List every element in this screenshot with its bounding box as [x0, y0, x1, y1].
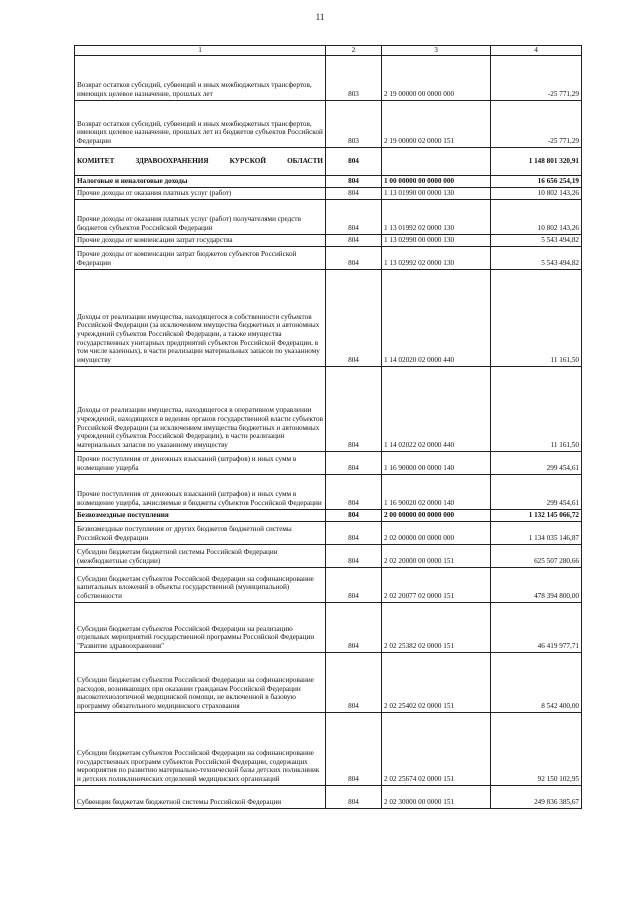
row-kbk-code: 2 02 30000 00 0000 151 — [382, 785, 491, 808]
row-amount: 625 507 280,66 — [491, 544, 582, 567]
row-kbk-code: 1 14 02020 02 0000 440 — [382, 269, 491, 366]
row-kbk-code: 1 13 02990 00 0000 130 — [382, 234, 491, 246]
row-kbk-code: 2 02 25382 02 0000 151 — [382, 602, 491, 652]
row-name: Доходы от реализации имущества, находящегося в оперативном управлении учреждений, находящихся в ведении органов государственной власти субъектов Российской Федерации (за исключением имущества бюджетных и автономных учреждений субъектов Российской Федерации), в части реализации материальных запасов по указанному имуществу — [75, 366, 326, 451]
row-amount: 8 542 400,00 — [491, 652, 582, 712]
row-kbk-code: 1 13 02992 02 0000 130 — [382, 246, 491, 269]
row-name: Прочие доходы от компенсации затрат бюджетов субъектов Российской Федерации — [75, 246, 326, 269]
row-kbk-code: 2 19 00000 00 0000 000 — [382, 55, 491, 100]
row-code: 804 — [326, 147, 382, 175]
row-code: 804 — [326, 544, 382, 567]
row-amount: 1 132 145 066,72 — [491, 509, 582, 521]
table-row — [75, 246, 582, 269]
row-name: Возврат остатков субсидий, субвенций и иных межбюджетных трансфертов, имеющих целевое назначение, прошлых лет — [75, 55, 326, 100]
row-name: Доходы от реализации имущества, находящегося в собственности субъектов Российской Федерации (за исключением имущества бюджетных и автономных учреждений субъектов Российской Федерации, а также имущества государственных унитарных предприятий субъектов Российской Федерации, в том числе казенных), в части реализации материальных запасов по указанному имуществу — [75, 269, 326, 366]
row-code: 804 — [326, 175, 382, 187]
row-name: Налоговые и неналоговые доходы — [75, 175, 326, 187]
row-name: Прочие поступления от денежных взысканий (штрафов) и иных сумм в возмещение ущерба, зачисляемые в бюджеты субъектов Российской Федерации — [75, 474, 326, 509]
row-code: 804 — [326, 199, 382, 234]
table-row — [75, 509, 582, 521]
column-header: 4 — [491, 46, 582, 56]
column-header: 3 — [382, 46, 491, 56]
table-row — [75, 234, 582, 246]
row-name: Субсидии бюджетам субъектов Российской Федерации на реализацию отдельных мероприятий государственной программы Российской Федерации "Развитие здравоохранения" — [75, 602, 326, 652]
row-kbk-code: 1 00 00000 00 0000 000 — [382, 175, 491, 187]
row-code: 804 — [326, 269, 382, 366]
row-kbk-code: 2 02 25674 02 0000 151 — [382, 712, 491, 785]
row-kbk-code: 2 02 00000 00 0000 000 — [382, 521, 491, 544]
table-row — [75, 602, 582, 652]
table-row — [75, 187, 582, 199]
row-code: 804 — [326, 187, 382, 199]
row-name: Субсидии бюджетам субъектов Российской Федерации на софинансирование капитальных вложений в объекты государственной (муниципальной) собственности — [75, 567, 326, 602]
row-amount: 478 394 800,00 — [491, 567, 582, 602]
page-number: 11 — [315, 12, 325, 22]
row-kbk-code: 2 02 25402 02 0000 151 — [382, 652, 491, 712]
column-number-row — [75, 46, 582, 56]
row-kbk-code: 2 19 00000 02 0000 151 — [382, 100, 491, 147]
row-amount: 1 148 801 320,91 — [491, 147, 582, 175]
row-amount: 249 836 385,67 — [491, 785, 582, 808]
row-amount: 299 454,61 — [491, 474, 582, 509]
row-amount: 1 134 035 146,87 — [491, 521, 582, 544]
table-row — [75, 785, 582, 808]
table-row — [75, 100, 582, 147]
table-row — [75, 199, 582, 234]
row-kbk-code: 2 02 20000 00 0000 151 — [382, 544, 491, 567]
row-kbk-code: 1 14 02022 02 0000 440 — [382, 366, 491, 451]
row-code: 803 — [326, 100, 382, 147]
row-code: 804 — [326, 712, 382, 785]
row-name: Безвозмездные поступления — [75, 509, 326, 521]
table-row — [75, 474, 582, 509]
row-code: 804 — [326, 652, 382, 712]
table-row — [75, 366, 582, 451]
row-name: Безвозмездные поступления от других бюджетов бюджетной системы Российской Федерации — [75, 521, 326, 544]
row-code: 804 — [326, 785, 382, 808]
column-header: 1 — [75, 46, 326, 56]
row-name: Субвенции бюджетам бюджетной системы Российской Федерации — [75, 785, 326, 808]
row-kbk-code — [382, 147, 491, 175]
row-kbk-code: 1 16 90000 00 0000 140 — [382, 451, 491, 474]
row-amount: 92 150 102,95 — [491, 712, 582, 785]
table-row — [75, 451, 582, 474]
table-row — [75, 567, 582, 602]
column-header: 2 — [326, 46, 382, 56]
table-row — [75, 521, 582, 544]
row-code: 804 — [326, 234, 382, 246]
row-name: Прочие доходы от оказания платных услуг (работ) — [75, 187, 326, 199]
row-kbk-code: 1 13 01990 00 0000 130 — [382, 187, 491, 199]
row-name: Прочие доходы от компенсации затрат государства — [75, 234, 326, 246]
table-row — [75, 544, 582, 567]
row-amount: 10 802 143,26 — [491, 187, 582, 199]
table-body — [75, 55, 582, 808]
row-name: Возврат остатков субсидий, субвенций и иных межбюджетных трансфертов, имеющих целевое назначение, прошлых лет из бюджетов субъектов Российской Федерации — [75, 100, 326, 147]
row-name: Субсидии бюджетам субъектов Российской Федерации на софинансирование государственных программ субъектов Российской Федерации, содержащих мероприятия по развитию материально-технической базы детских поликлиник и детских поликлинических отделений медицинских организаций — [75, 712, 326, 785]
row-amount: 46 419 977,71 — [491, 602, 582, 652]
row-amount: 5 543 494,82 — [491, 234, 582, 246]
table-row — [75, 175, 582, 187]
row-code: 804 — [326, 474, 382, 509]
row-code: 803 — [326, 55, 382, 100]
row-amount: 5 543 494,82 — [491, 246, 582, 269]
table-row — [75, 147, 582, 175]
row-amount: 11 161,50 — [491, 269, 582, 366]
row-name: КОМИТЕТ ЗДРАВООХРАНЕНИЯ КУРСКОЙ ОБЛАСТИ — [75, 147, 326, 175]
revenue-table — [74, 45, 582, 809]
row-amount: 11 161,50 — [491, 366, 582, 451]
row-kbk-code: 1 13 01992 02 0000 130 — [382, 199, 491, 234]
row-name: Прочие поступления от денежных взысканий (штрафов) и иных сумм в возмещение ущерба — [75, 451, 326, 474]
table-row — [75, 712, 582, 785]
row-code: 804 — [326, 509, 382, 521]
row-name: Прочие доходы от оказания платных услуг (работ) получателями средств бюджетов субъектов Российской Федерации — [75, 199, 326, 234]
row-name: Субсидии бюджетам бюджетной системы Российской Федерации (межбюджетные субсидии) — [75, 544, 326, 567]
row-kbk-code: 2 02 20077 02 0000 151 — [382, 567, 491, 602]
row-name: Субсидии бюджетам субъектов Российской Федерации на софинансирование расходов, возникающих при оказании гражданам Российской Федерации высокотехнологичной медицинской помощи, не включенной в базовую программу обязательного медицинского страхования — [75, 652, 326, 712]
row-code: 804 — [326, 521, 382, 544]
row-amount: -25 771,29 — [491, 55, 582, 100]
row-amount: 10 802 143,26 — [491, 199, 582, 234]
table-row — [75, 652, 582, 712]
row-code: 804 — [326, 602, 382, 652]
row-code: 804 — [326, 246, 382, 269]
row-amount: 16 656 254,19 — [491, 175, 582, 187]
row-amount: -25 771,29 — [491, 100, 582, 147]
row-kbk-code: 2 00 00000 00 0000 000 — [382, 509, 491, 521]
row-kbk-code: 1 16 90020 02 0000 140 — [382, 474, 491, 509]
row-code: 804 — [326, 366, 382, 451]
table-row — [75, 55, 582, 100]
table-row — [75, 269, 582, 366]
row-amount: 299 454,61 — [491, 451, 582, 474]
row-code: 804 — [326, 567, 382, 602]
row-code: 804 — [326, 451, 382, 474]
